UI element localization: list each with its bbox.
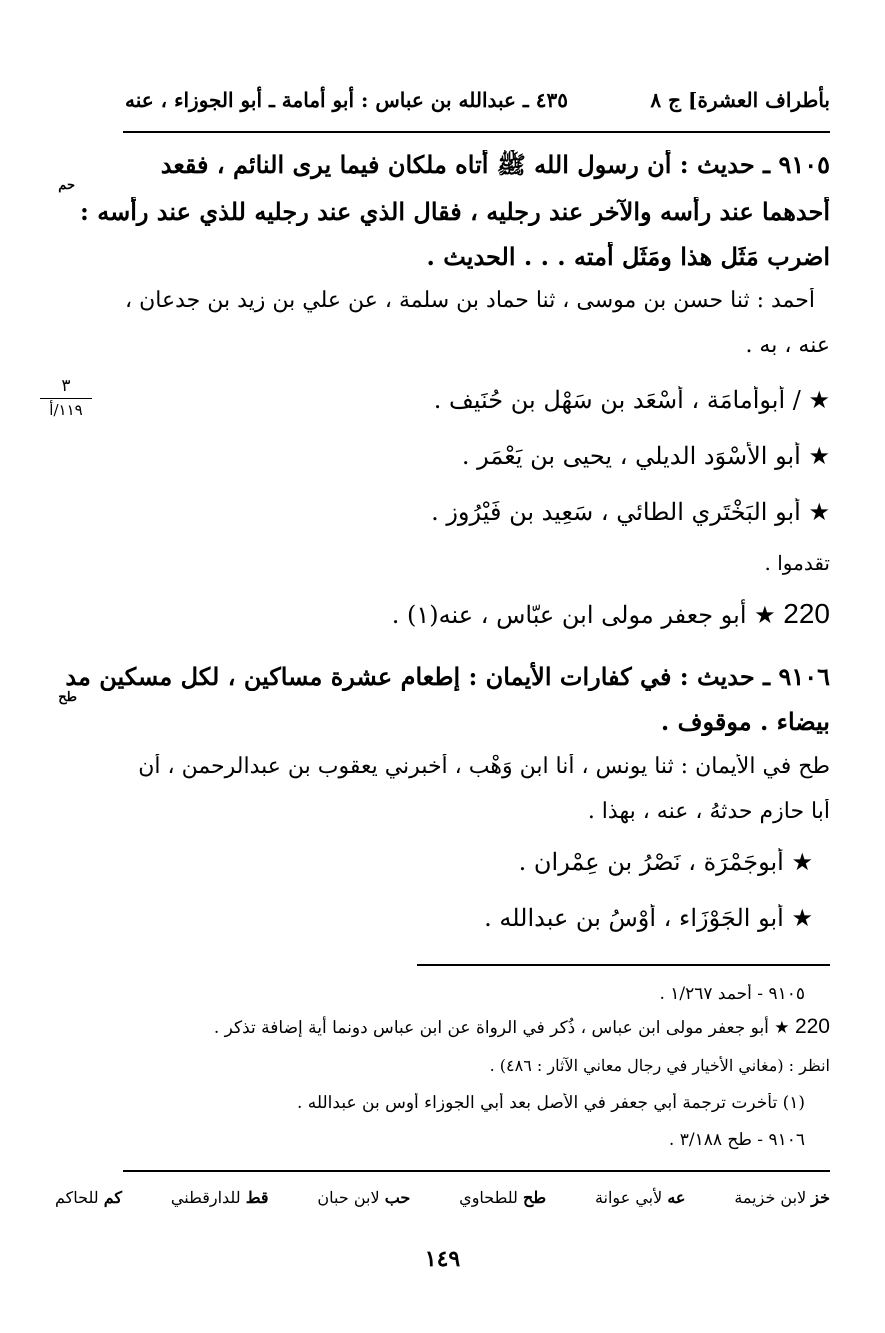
narrator-name-5: ★ أبو الجَوْزَاء ، أَوْسُ بن عبدالله . bbox=[484, 904, 813, 932]
hadith-9106-line1: ٩١٠٦ ـ حديث : في كفارات الأيمان : إطعام عشرة مساكين ، لكل مسكين مد bbox=[65, 662, 830, 691]
hadith-9105-isnad2: عنه ، به . bbox=[745, 333, 830, 358]
hadith-9105-line3: اضرب مَثَل هذا ومَثَل أمته . . . الحديث . bbox=[426, 242, 830, 271]
entry-220-number: 220 bbox=[783, 598, 830, 629]
abbr-item: عه لأبي عوانة bbox=[594, 1188, 686, 1207]
hadith-9106-isnad2: أبا حازم حدثهُ ، عنه ، بهذا . bbox=[587, 799, 830, 824]
footnote-see-also: انظر : (مغاني الأخيار في رجال معاني الآثار : ٤٨٦) . bbox=[489, 1056, 830, 1075]
hadith-9106-line2: بيضاء . موقوف . bbox=[660, 707, 830, 736]
running-header-title: ٤٣٥ ـ عبدالله بن عباس : أبو أمامة ـ أبو الجوزاء ، عنه bbox=[125, 88, 568, 112]
footnote-220-text: ★ أبو جعفر مولى ابن عباس ، ذُكر في الرواة عن ابن عباس دونما أية إضافة تذكر . bbox=[213, 1018, 790, 1038]
narrator-name-3: ★ أبو البَخْتَري الطائي ، سَعِيد بن فَيْرُوز . bbox=[431, 498, 830, 526]
narrator-name-2: ★ أبو الأَسْوَد الديلي ، يحيى بن يَعْمَر . bbox=[461, 442, 830, 470]
narrator-name-4: ★ أبوجَمْرَة ، نَصْرُ بن عِمْران . bbox=[518, 848, 813, 876]
abbr-item: خز لابن خزيمة bbox=[734, 1188, 830, 1207]
margin-folio-bottom: ١١٩/أ bbox=[40, 398, 92, 419]
hadith-9105-isnad1: أحمد : ثنا حسن بن موسى ، ثنا حماد بن سلمة ، عن علي بن زيد بن جدعان ، bbox=[125, 288, 815, 313]
footnote-220-number: 220 bbox=[794, 1015, 830, 1038]
entry-220 bbox=[55, 598, 830, 630]
footnote-separator bbox=[417, 964, 830, 966]
hadith-9105-line2: أحدهما عند رأسه والآخر عند رجليه ، فقال الذي عند رجليه للذي عند رأسه : bbox=[80, 197, 830, 226]
footnote-1: (١) تأخرت ترجمة أبي جعفر في الأصل بعد أبي الجوزاء أوس بن عبدالله . bbox=[296, 1093, 805, 1113]
hadith-9106-siglum: طح bbox=[58, 690, 77, 705]
taqaddamu-note: تقدموا . bbox=[764, 551, 830, 575]
footnote-9106: ٩١٠٦ - طح ٣/١٨٨ . bbox=[668, 1130, 805, 1150]
page-number: ١٤٩ bbox=[424, 1246, 461, 1272]
running-header-volume: بأطراف العشرة] ج ٨ bbox=[650, 88, 830, 112]
abbr-item: قط للدارقطني bbox=[170, 1188, 269, 1207]
abbreviations-key bbox=[55, 1188, 830, 1207]
entry-220-text: ★ أبو جعفر مولى ابن عبّاس ، عنه(١) . bbox=[391, 601, 776, 629]
abbreviations-rule bbox=[123, 1170, 830, 1172]
margin-folio-top: ٣ bbox=[61, 376, 71, 396]
abbr-item: كم للحاكم bbox=[55, 1188, 123, 1207]
abbr-item: حب لابن حبان bbox=[317, 1188, 411, 1207]
hadith-9105-siglum: حم bbox=[58, 178, 75, 193]
abbr-item: طح للطحاوي bbox=[459, 1188, 547, 1207]
hadith-9105-line1: ٩١٠٥ ـ حديث : أن رسول الله ﷺ أتاه ملكان فيما يرى النائم ، فقعد bbox=[160, 150, 830, 179]
header-rule bbox=[123, 131, 830, 133]
hadith-9106-isnad1: طح في الأيمان : ثنا يونس ، أنا ابن وَهْب ، أخبرني يعقوب بن عبدالرحمن ، أن bbox=[138, 754, 830, 779]
footnote-220 bbox=[55, 1015, 830, 1039]
narrator-name-1: ★ / أبوأُمامَة ، أَسْعَد بن سَهْل بن حُنَيف . bbox=[433, 386, 830, 414]
footnote-9105: ٩١٠٥ - أحمد ١/٢٦٧ . bbox=[659, 984, 805, 1004]
